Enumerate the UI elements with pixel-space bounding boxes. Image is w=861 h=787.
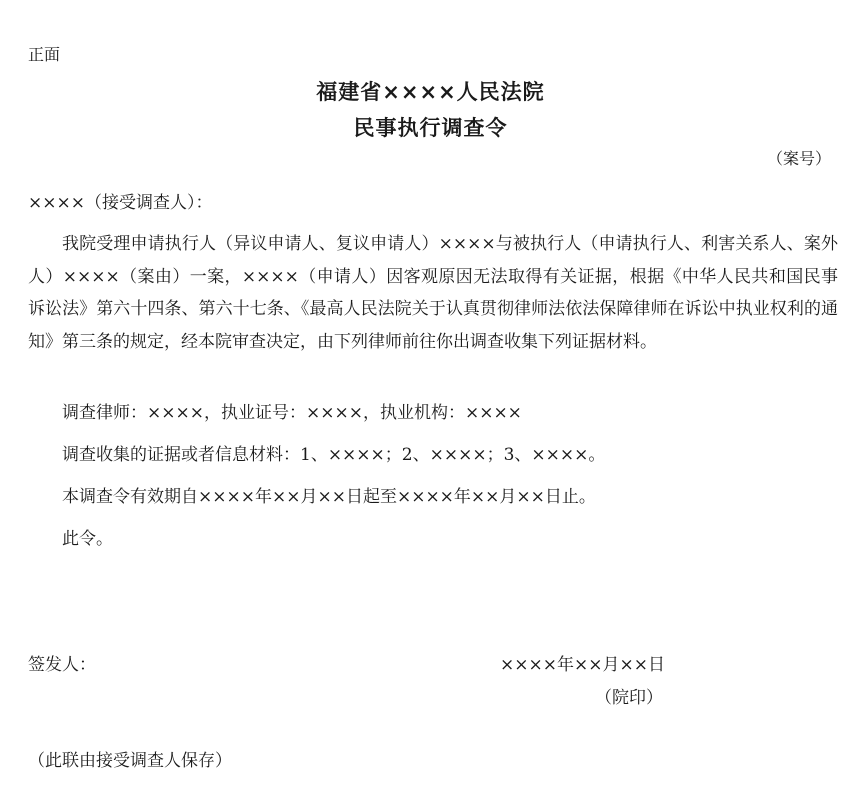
addressee: ××××（接受调查人）： — [28, 193, 213, 213]
main-paragraph: 我院受理申请执行人（异议申请人、复议申请人）××××与被执行人（申请执行人、利害关系人、案外人）××××（案由）一案，××××（申请人）因客观原因无法取得有关证据，根据《中华人民共和国民事诉讼法》第六十四条、第六十七条、《最高人民法院关于认真贯彻律师法依法保障律师在诉讼中执业权利的通知》第三条的规定，经本院审查决定，由下列律师前往你出调查收集下列证据材料。 — [28, 234, 838, 352]
materials-line: 调查收集的证据或者信息材料：1、××××；2、××××；3、××××。 — [62, 445, 606, 465]
signer-label: 签发人： — [28, 655, 96, 675]
side-label: 正面 — [28, 45, 61, 64]
validity-line: 本调查令有效期自××××年××月××日起至××××年××月××日止。 — [62, 487, 596, 507]
court-title: 福建省××××人民法院 — [316, 80, 545, 104]
closing-line: 此令。 — [62, 529, 113, 549]
case-number: （案号） — [766, 149, 831, 168]
issue-date: ××××年××月××日 — [500, 655, 665, 675]
lawyer-info-line: 调查律师：××××，执业证号：××××，执业机构：×××× — [62, 403, 522, 423]
document-title: 民事执行调查令 — [353, 116, 508, 140]
retention-note: （此联由接受调查人保存） — [28, 751, 232, 771]
court-seal-label: （院印） — [595, 688, 663, 708]
